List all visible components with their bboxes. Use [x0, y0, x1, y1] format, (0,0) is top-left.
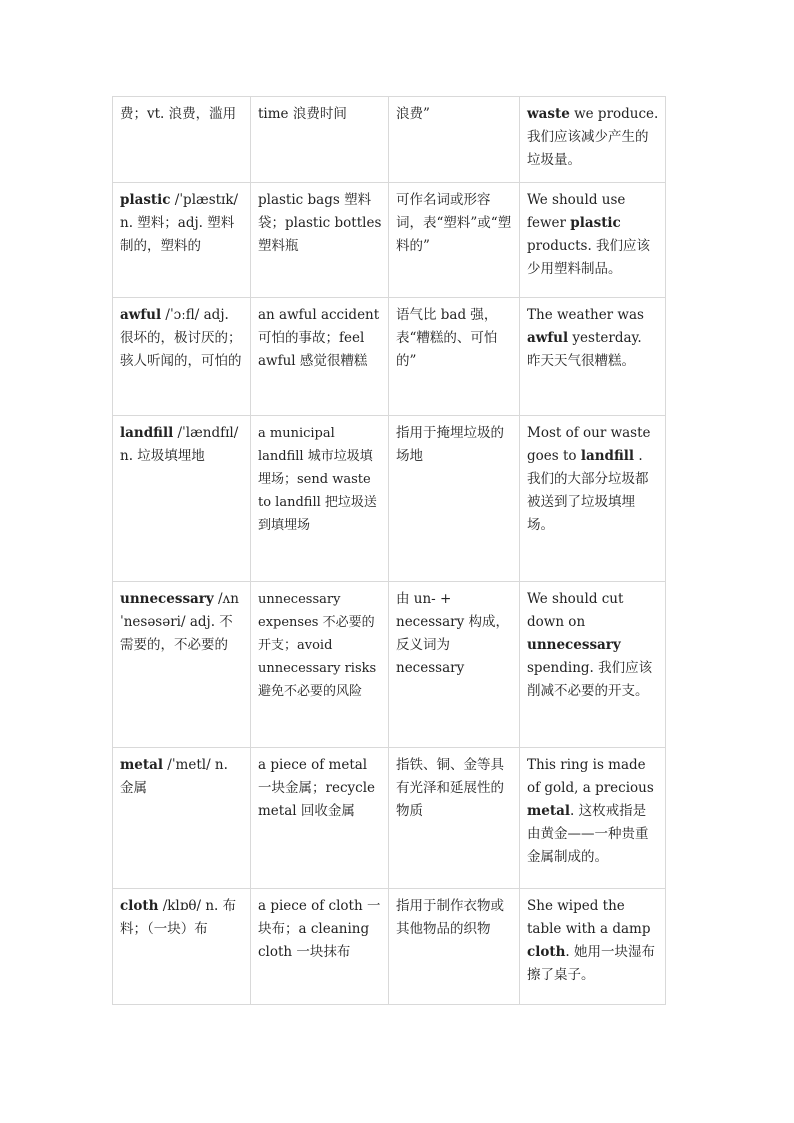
phrases-cell — [251, 183, 389, 298]
example-text: spending. 我们应该削减不必要的开支。 — [527, 660, 653, 699]
word-cell — [113, 416, 251, 582]
notes: 指铁、铜、金等具有光泽和延展性的物质 — [396, 757, 504, 819]
notes: 语气比 bad 强，表“糟糕的、可怕的” — [396, 307, 498, 369]
example-keyword: landfill — [580, 448, 635, 464]
example-text: yesterday. 昨天天气很糟糕。 — [527, 330, 642, 369]
example-keyword: plastic — [570, 215, 621, 231]
table-row — [113, 183, 666, 298]
table-row — [113, 298, 666, 416]
example-text: This ring is made of gold, a precious — [527, 757, 654, 796]
example-cell — [520, 416, 666, 582]
example-text: . 这枚戒指是由黄金——一种贵重金属制成的。 — [527, 803, 649, 865]
example-text: The weather was — [527, 307, 644, 323]
example-text: She wiped the table with a damp — [527, 898, 651, 937]
notes: 指用于制作衣物或其他物品的织物 — [396, 898, 504, 937]
notes-cell — [389, 889, 520, 1005]
notes-cell — [389, 582, 520, 748]
vocabulary-table — [112, 96, 666, 1005]
definition: /ˈlændfɪl/ n. 垃圾填埋地 — [120, 425, 239, 464]
example-cell — [520, 298, 666, 416]
phrases-cell — [251, 889, 389, 1005]
definition: /ˈmetl/ n. 金属 — [120, 757, 228, 796]
word-cell — [113, 97, 251, 183]
headword: cloth — [120, 898, 159, 914]
example-text: products. 我们应该少用塑料制品。 — [527, 238, 651, 277]
word-cell — [113, 582, 251, 748]
example-cell — [520, 183, 666, 298]
headword: plastic — [120, 192, 171, 208]
example-text: We should use fewer — [527, 192, 626, 231]
headword: unnecessary — [120, 591, 214, 607]
example-cell — [520, 889, 666, 1005]
headword: awful — [120, 307, 162, 323]
notes: 可作名词或形容词，表“塑料”或“塑料的” — [396, 192, 512, 254]
phrases-cell — [251, 748, 389, 889]
phrases: a municipal landfill 城市垃圾填埋场；send waste to landfill 把垃圾送到填埋场 — [258, 426, 377, 533]
phrases: a piece of cloth 一块布；a cleaning cloth 一块抹布 — [258, 898, 381, 960]
table-row — [113, 97, 666, 183]
example-text: We should cut down on — [527, 591, 624, 630]
notes-cell — [389, 97, 520, 183]
phrases-cell — [251, 298, 389, 416]
definition: /ˈɔːfl/ adj. 很坏的，极讨厌的；骇人听闻的，可怕的 — [120, 307, 242, 369]
definition: /klɒθ/ n. 布料；（一块）布 — [120, 898, 237, 937]
phrases-cell — [251, 416, 389, 582]
example-text: . 她用一块湿布擦了桌子。 — [527, 944, 655, 983]
table-row — [113, 416, 666, 582]
phrases: time 浪费时间 — [258, 106, 347, 122]
notes-cell — [389, 183, 520, 298]
example-cell — [520, 748, 666, 889]
example-cell — [520, 97, 666, 183]
word-cell — [113, 183, 251, 298]
example-keyword: waste — [527, 106, 570, 122]
example-keyword: metal — [527, 803, 570, 819]
phrases: an awful accident 可怕的事故；feel awful 感觉很糟糕 — [258, 307, 380, 369]
example-text: Most of our waste goes to — [527, 425, 651, 464]
notes: 浪费” — [396, 106, 430, 122]
phrases: plastic bags 塑料袋；plastic bottles 塑料瓶 — [258, 192, 382, 254]
example-text: . 我们的大部分垃圾都被送到了垃圾填埋场。 — [527, 448, 649, 533]
table-row — [113, 748, 666, 889]
example-keyword: cloth — [527, 944, 566, 960]
phrases-cell — [251, 582, 389, 748]
notes-cell — [389, 416, 520, 582]
notes: 由 un- + necessary 构成，反义词为 necessary — [396, 591, 510, 676]
definition: 费；vt. 浪费，滥用 — [120, 106, 237, 122]
word-cell — [113, 748, 251, 889]
notes-cell — [389, 298, 520, 416]
headword: landfill — [120, 425, 174, 441]
notes-cell — [389, 748, 520, 889]
word-cell — [113, 298, 251, 416]
definition: /ʌnˈnesəsəri/ adj. 不需要的，不必要的 — [120, 591, 239, 653]
phrases: a piece of metal 一块金属；recycle metal 回收金属 — [258, 757, 375, 819]
word-cell — [113, 889, 251, 1005]
headword: metal — [120, 757, 163, 773]
phrases: unnecessary expenses 不必要的开支；avoid unnecessary risks 避免不必要的风险 — [258, 592, 377, 699]
example-keyword: awful — [527, 330, 569, 346]
notes: 指用于掩埋垃圾的场地 — [396, 425, 504, 464]
example-text: we produce. 我们应该减少产生的垃圾量。 — [527, 106, 659, 168]
example-cell — [520, 582, 666, 748]
table-row — [113, 582, 666, 748]
definition: /ˈplæstɪk/ n. 塑料；adj. 塑料制的，塑料的 — [120, 192, 239, 254]
phrases-cell — [251, 97, 389, 183]
table-row — [113, 889, 666, 1005]
example-keyword: unnecessary — [527, 637, 621, 653]
